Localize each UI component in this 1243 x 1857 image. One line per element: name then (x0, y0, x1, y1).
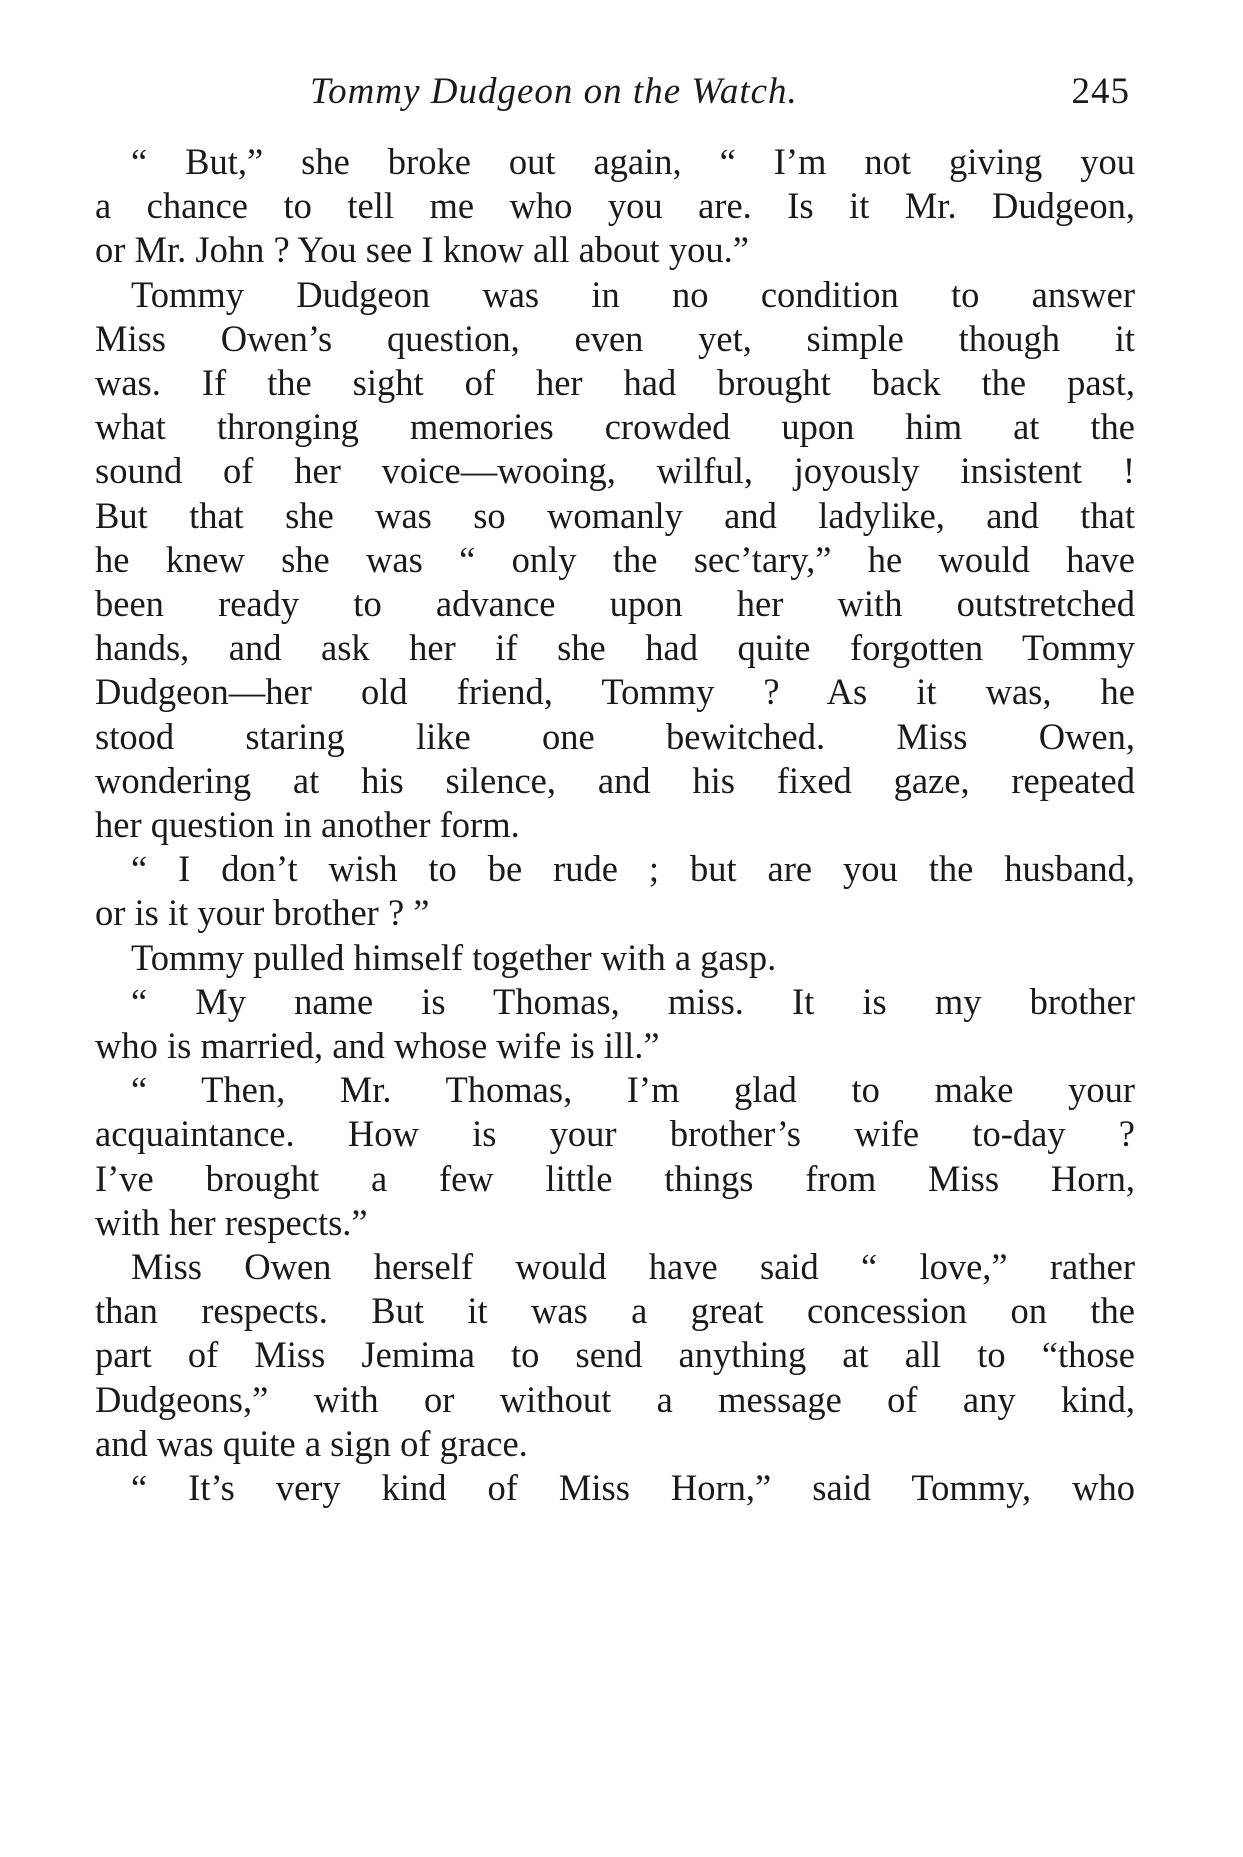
text-line: or is it your brother ? ” (95, 892, 430, 934)
text-line: “ Then, Mr. Thomas, I’m glad to make your (131, 1069, 1135, 1111)
text-line: and was quite a sign of grace. (95, 1422, 528, 1464)
text-line: hands, and ask her if she had quite forgotten Tommy (95, 627, 1135, 669)
text-line: “ I don’t wish to be rude ; but are you the husband, (131, 848, 1135, 890)
text-line: with her respects.” (95, 1201, 368, 1243)
text-line: sound of her voice—wooing, wilful, joyously insistent ! (95, 450, 1135, 492)
text-line: Dudgeon—her old friend, Tommy ? As it was, he (95, 671, 1135, 713)
text-line: than respects. But it was a great concession on the (95, 1290, 1135, 1332)
page-number: 245 (1071, 71, 1130, 112)
text-line: Tommy pulled himself together with a gasp. (131, 936, 777, 978)
text-line: “ It’s very kind of Miss Horn,” said Tommy, who (131, 1467, 1135, 1509)
text-line: part of Miss Jemima to send anything at all to “those (95, 1334, 1135, 1376)
text-line: acquaintance. How is your brother’s wife to-day ? (95, 1113, 1135, 1155)
text-line: stood staring like one bewitched. Miss Owen, (95, 715, 1135, 757)
text-line: I’ve brought a few little things from Miss Horn, (95, 1157, 1135, 1199)
body-text (95, 140, 1135, 1510)
page-header (95, 70, 1130, 130)
text-line: Tommy Dudgeon was in no condition to answer (131, 273, 1135, 315)
text-line: “ My name is Thomas, miss. It is my brother (131, 980, 1135, 1022)
text-line: who is married, and whose wife is ill.” (95, 1025, 660, 1067)
text-line: wondering at his silence, and his fixed gaze, repeated (95, 759, 1135, 801)
text-line: her question in another form. (95, 804, 520, 846)
text-line: a chance to tell me who you are. Is it Mr. Dudgeon, (95, 185, 1135, 227)
text-line: or Mr. John ? You see I know all about you.” (95, 229, 749, 271)
text-line: he knew she was “ only the sec’tary,” he would have (95, 538, 1135, 580)
running-title: Tommy Dudgeon on the Watch. (310, 71, 798, 112)
text-line: Dudgeons,” with or without a message of any kind, (95, 1378, 1135, 1420)
text-line: But that she was so womanly and ladylike, and that (95, 494, 1135, 536)
text-line: Miss Owen’s question, even yet, simple though it (95, 317, 1135, 359)
text-line: Miss Owen herself would have said “ love,” rather (131, 1246, 1135, 1288)
text-line: “ But,” she broke out again, “ I’m not giving you (131, 141, 1135, 182)
text-line: was. If the sight of her had brought back the past, (95, 362, 1135, 404)
text-line: been ready to advance upon her with outstretched (95, 583, 1135, 625)
text-line: what thronging memories crowded upon him at the (95, 406, 1135, 448)
